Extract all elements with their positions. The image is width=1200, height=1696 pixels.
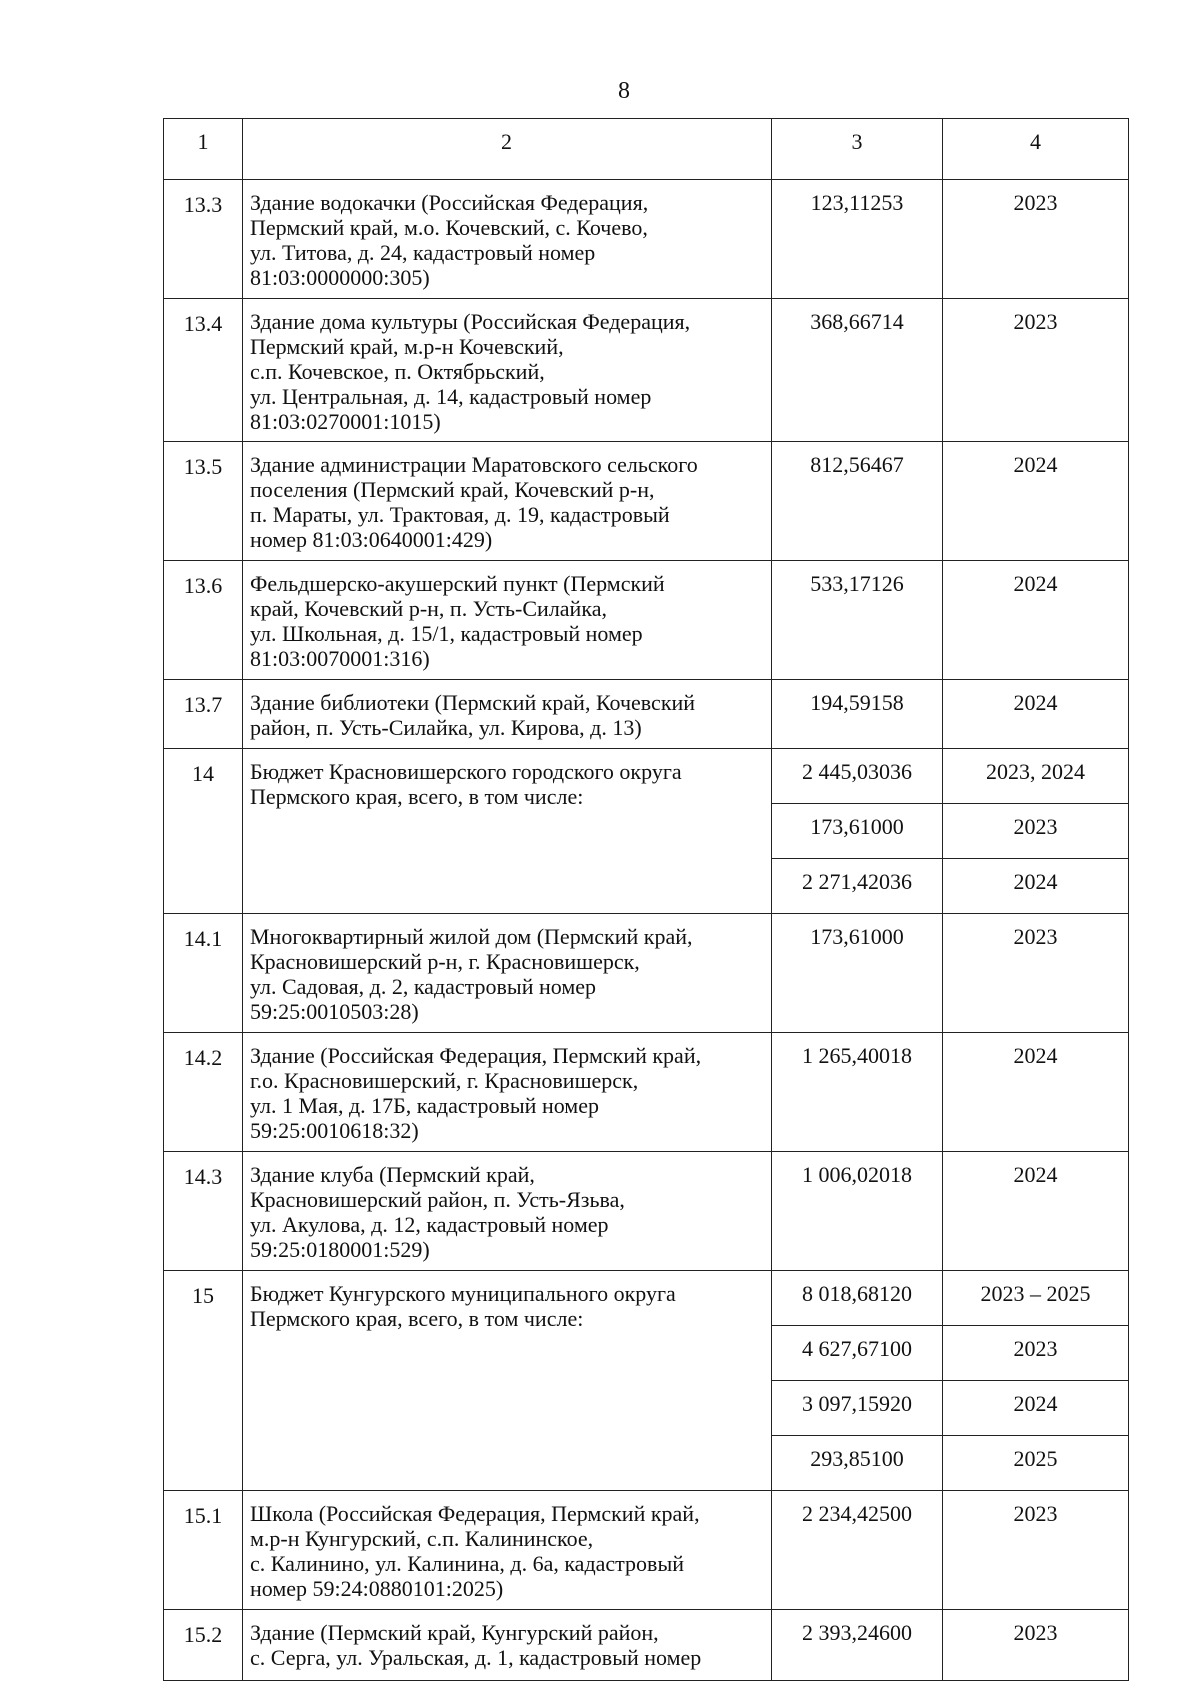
description-line: Здание дома культуры (Российская Федерация, [250, 309, 691, 334]
row-number: 13.3 [164, 180, 243, 299]
description-line: 81:03:0000000:305) [250, 265, 430, 290]
description-line: Пермский край, м.р-н Кочевский, [250, 334, 564, 359]
description-line: Здание водокачки (Российская Федерация, [250, 190, 649, 215]
amount-cell: 368,66714 [772, 299, 943, 442]
table-row [164, 299, 1129, 442]
description-line: Здание клуба (Пермский край, [250, 1162, 535, 1187]
year-cell: 2023 – 2025 [943, 1271, 1129, 1326]
row-description [243, 180, 772, 299]
description-line: ул. Школьная, д. 15/1, кадастровый номер [250, 621, 643, 646]
description-line: с.п. Кочевское, п. Октябрьский, [250, 359, 545, 384]
amount-cell: 2 393,24600 [772, 1610, 943, 1681]
row-number: 13.7 [164, 680, 243, 749]
year-cell: 2024 [943, 1033, 1129, 1152]
table-row [164, 180, 1129, 299]
year-cell: 2024 [943, 561, 1129, 680]
description-line: номер 59:24:0880101:2025) [250, 1576, 504, 1601]
table-row [164, 1491, 1129, 1610]
year-cell: 2023 [943, 180, 1129, 299]
description-line: Многоквартирный жилой дом (Пермский край, [250, 924, 693, 949]
description-line: с. Калинино, ул. Калинина, д. 6а, кадастровый [250, 1551, 684, 1576]
table-row [164, 1152, 1129, 1271]
description-line: м.р-н Кунгурский, с.п. Калининское, [250, 1526, 594, 1551]
amount-cell: 3 097,15920 [772, 1381, 943, 1436]
description-line: ул. Акулова, д. 12, кадастровый номер [250, 1212, 609, 1237]
table-row [164, 1610, 1129, 1681]
row-description [243, 1491, 772, 1610]
description-line: Здание администрации Маратовского сельского [250, 452, 698, 477]
amount-cell: 173,61000 [772, 804, 943, 859]
description-line: район, п. Усть-Силайка, ул. Кирова, д. 13) [250, 715, 642, 740]
row-description [243, 1610, 772, 1681]
header-cell: 3 [772, 119, 943, 180]
amount-cell: 2 271,42036 [772, 859, 943, 914]
row-description [243, 1033, 772, 1152]
year-cell: 2023 [943, 299, 1129, 442]
description-line: Фельдшерско-акушерский пункт (Пермский [250, 571, 665, 596]
amount-cell: 194,59158 [772, 680, 943, 749]
description-line: ул. Титова, д. 24, кадастровый номер [250, 240, 596, 265]
table-row [164, 749, 1129, 804]
year-cell: 2024 [943, 1152, 1129, 1271]
row-number: 13.6 [164, 561, 243, 680]
table-row [164, 561, 1129, 680]
amount-cell: 1 006,02018 [772, 1152, 943, 1271]
description-line: 59:25:0180001:529) [250, 1237, 430, 1262]
row-number: 14.1 [164, 914, 243, 1033]
row-description [243, 1152, 772, 1271]
description-line: 59:25:0010503:28) [250, 999, 419, 1024]
amount-cell: 8 018,68120 [772, 1271, 943, 1326]
row-description [243, 561, 772, 680]
year-cell: 2024 [943, 442, 1129, 561]
description-line: Бюджет Кунгурского муниципального округа [250, 1281, 676, 1306]
header-cell: 2 [243, 119, 772, 180]
year-cell: 2023 [943, 914, 1129, 1033]
row-description [243, 749, 772, 914]
year-cell: 2025 [943, 1436, 1129, 1491]
amount-cell: 2 234,42500 [772, 1491, 943, 1610]
description-line: Пермский край, м.о. Кочевский, с. Кочево, [250, 215, 648, 240]
amount-cell: 812,56467 [772, 442, 943, 561]
amount-cell: 4 627,67100 [772, 1326, 943, 1381]
amount-cell: 1 265,40018 [772, 1033, 943, 1152]
year-cell: 2023 [943, 1491, 1129, 1610]
description-line: Здание библиотеки (Пермский край, Кочевский [250, 690, 696, 715]
description-line: Красновишерский район, п. Усть-Язьва, [250, 1187, 625, 1212]
amount-cell: 123,11253 [772, 180, 943, 299]
year-cell: 2023 [943, 1326, 1129, 1381]
row-description [243, 442, 772, 561]
description-line: Пермского края, всего, в том числе: [250, 1306, 584, 1331]
year-cell: 2023 [943, 1610, 1129, 1681]
row-number: 15.2 [164, 1610, 243, 1681]
description-line: ул. Садовая, д. 2, кадастровый номер [250, 974, 597, 999]
row-number: 13.4 [164, 299, 243, 442]
allocation-table [163, 118, 1129, 1681]
year-cell: 2023, 2024 [943, 749, 1129, 804]
header-cell: 1 [164, 119, 243, 180]
description-line: г.о. Красновишерский, г. Красновишерск, [250, 1068, 639, 1093]
year-cell: 2024 [943, 1381, 1129, 1436]
description-line: п. Мараты, ул. Трактовая, д. 19, кадастровый [250, 502, 670, 527]
description-line: с. Серга, ул. Уральская, д. 1, кадастровый номер [250, 1645, 702, 1670]
description-line: 81:03:0070001:316) [250, 646, 430, 671]
header-cell: 4 [943, 119, 1129, 180]
description-line: Красновишерский р-н, г. Красновишерск, [250, 949, 640, 974]
table-header-row [164, 119, 1129, 180]
row-number: 13.5 [164, 442, 243, 561]
year-cell: 2024 [943, 680, 1129, 749]
table-row [164, 442, 1129, 561]
row-number: 14.3 [164, 1152, 243, 1271]
description-line: Здание (Пермский край, Кунгурский район, [250, 1620, 659, 1645]
description-line: ул. 1 Мая, д. 17Б, кадастровый номер [250, 1093, 599, 1118]
description-line: 81:03:0270001:1015) [250, 409, 441, 434]
description-line: Здание (Российская Федерация, Пермский край, [250, 1043, 702, 1068]
table-row [164, 680, 1129, 749]
amount-cell: 2 445,03036 [772, 749, 943, 804]
row-description [243, 1271, 772, 1491]
description-line: поселения (Пермский край, Кочевский р-н, [250, 477, 655, 502]
table-row [164, 1033, 1129, 1152]
description-line: ул. Центральная, д. 14, кадастровый номер [250, 384, 652, 409]
description-line: край, Кочевский р-н, п. Усть-Силайка, [250, 596, 607, 621]
description-line: 59:25:0010618:32) [250, 1118, 419, 1143]
row-number: 15.1 [164, 1491, 243, 1610]
row-number: 15 [164, 1271, 243, 1491]
row-description [243, 299, 772, 442]
row-number: 14.2 [164, 1033, 243, 1152]
description-line: Бюджет Красновишерского городского округа [250, 759, 682, 784]
amount-cell: 293,85100 [772, 1436, 943, 1491]
description-line: номер 81:03:0640001:429) [250, 527, 493, 552]
row-description [243, 680, 772, 749]
description-line: Школа (Российская Федерация, Пермский край, [250, 1501, 700, 1526]
year-cell: 2023 [943, 804, 1129, 859]
year-cell: 2024 [943, 859, 1129, 914]
table-row [164, 914, 1129, 1033]
row-description [243, 914, 772, 1033]
description-line: Пермского края, всего, в том числе: [250, 784, 584, 809]
table-row [164, 1271, 1129, 1326]
page-number: 8 [618, 78, 630, 104]
row-number: 14 [164, 749, 243, 914]
amount-cell: 173,61000 [772, 914, 943, 1033]
amount-cell: 533,17126 [772, 561, 943, 680]
